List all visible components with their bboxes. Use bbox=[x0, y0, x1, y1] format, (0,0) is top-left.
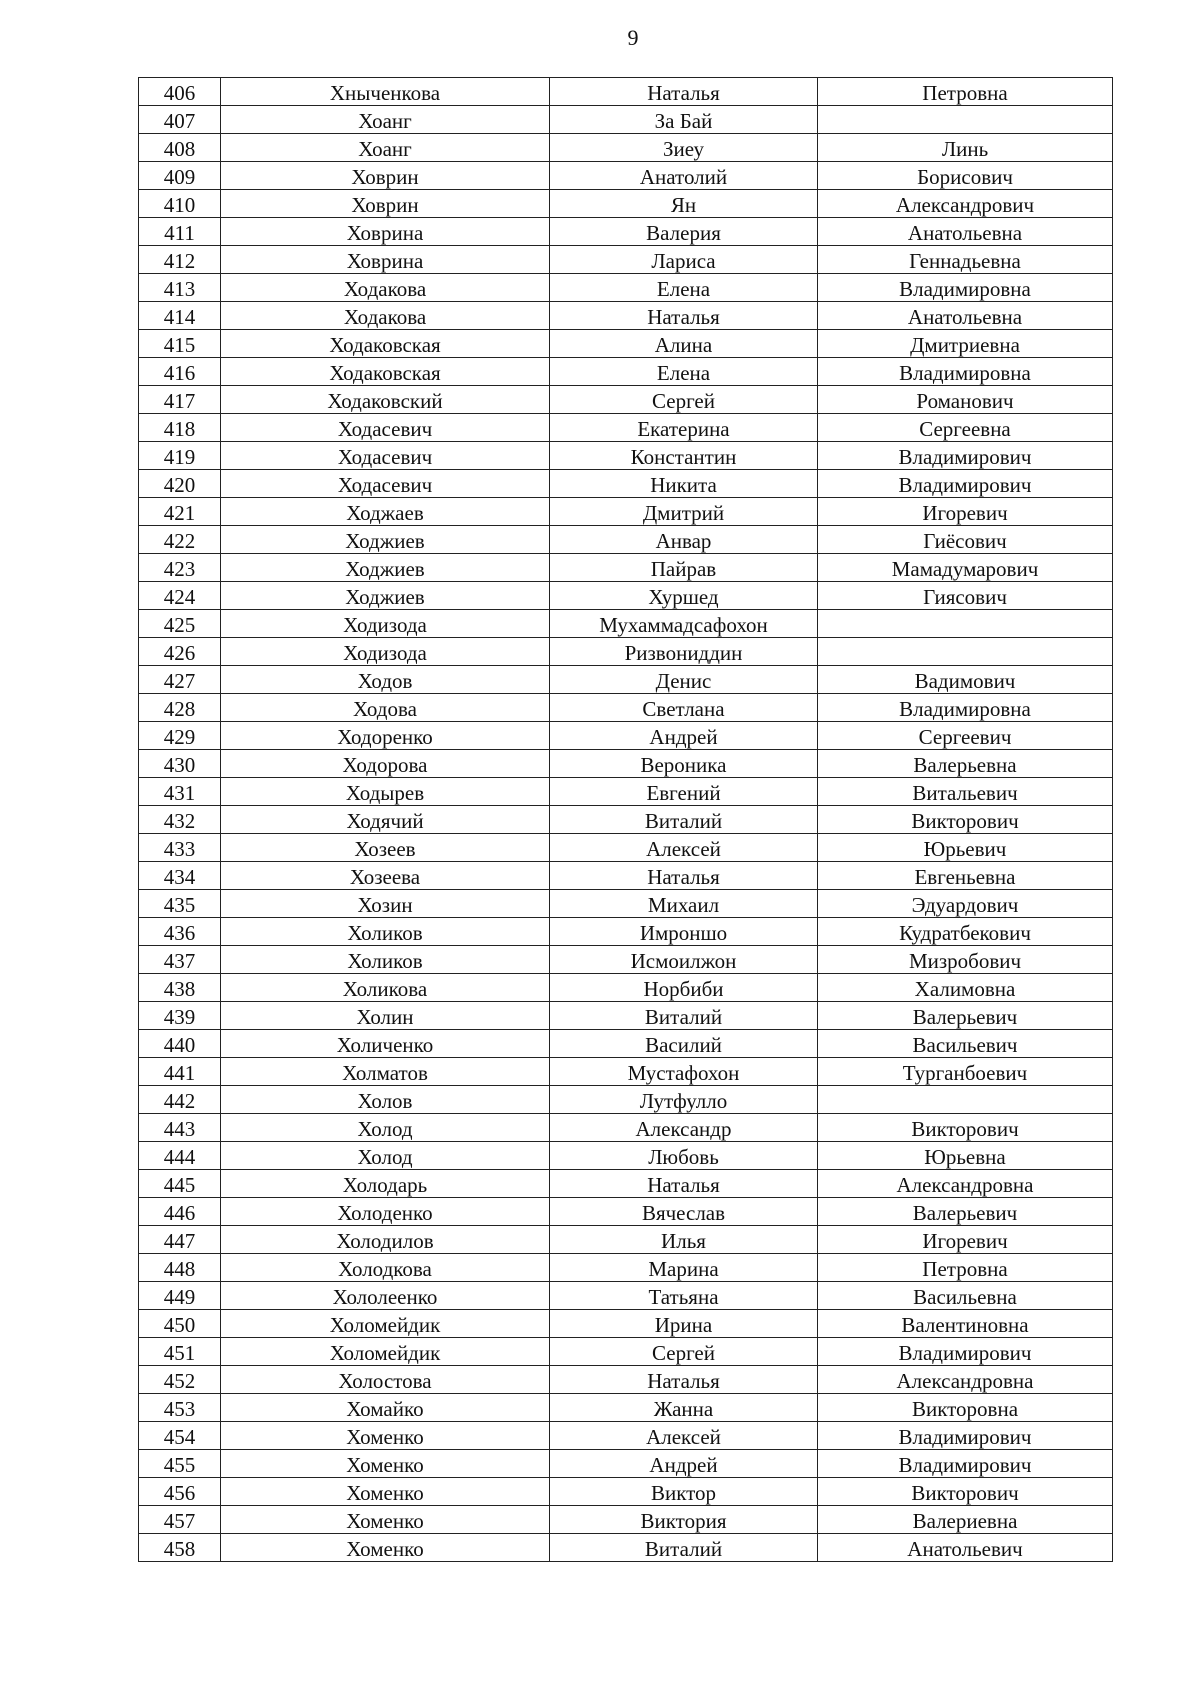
table-row bbox=[139, 1114, 1113, 1142]
last-name-cell: Холостова bbox=[221, 1366, 550, 1394]
row-number-cell: 454 bbox=[139, 1422, 221, 1450]
patronymic-cell: Гиясович bbox=[818, 582, 1113, 610]
patronymic-cell: Владимирович bbox=[818, 1422, 1113, 1450]
first-name-cell: Наталья bbox=[550, 302, 818, 330]
row-number-cell: 434 bbox=[139, 862, 221, 890]
first-name-cell: Виктория bbox=[550, 1506, 818, 1534]
patronymic-cell: Анатольевна bbox=[818, 302, 1113, 330]
last-name-cell: Хныченкова bbox=[221, 78, 550, 106]
table-row bbox=[139, 1030, 1113, 1058]
row-number-cell: 456 bbox=[139, 1478, 221, 1506]
first-name-cell: Виктор bbox=[550, 1478, 818, 1506]
row-number-cell: 424 bbox=[139, 582, 221, 610]
patronymic-cell: Александровна bbox=[818, 1366, 1113, 1394]
row-number-cell: 450 bbox=[139, 1310, 221, 1338]
row-number-cell: 406 bbox=[139, 78, 221, 106]
first-name-cell: Зиеу bbox=[550, 134, 818, 162]
table-row bbox=[139, 78, 1113, 106]
table-row bbox=[139, 106, 1113, 134]
first-name-cell: Алина bbox=[550, 330, 818, 358]
row-number-cell: 420 bbox=[139, 470, 221, 498]
first-name-cell: Ян bbox=[550, 190, 818, 218]
patronymic-cell: Васильевич bbox=[818, 1030, 1113, 1058]
first-name-cell: Наталья bbox=[550, 1366, 818, 1394]
table-row bbox=[139, 610, 1113, 638]
first-name-cell: Мустафохон bbox=[550, 1058, 818, 1086]
row-number-cell: 425 bbox=[139, 610, 221, 638]
table-row bbox=[139, 1478, 1113, 1506]
table-row bbox=[139, 694, 1113, 722]
patronymic-cell: Валентиновна bbox=[818, 1310, 1113, 1338]
last-name-cell: Ховрина bbox=[221, 218, 550, 246]
first-name-cell: Татьяна bbox=[550, 1282, 818, 1310]
last-name-cell: Холод bbox=[221, 1142, 550, 1170]
table-row bbox=[139, 134, 1113, 162]
last-name-cell: Холин bbox=[221, 1002, 550, 1030]
row-number-cell: 413 bbox=[139, 274, 221, 302]
last-name-cell: Холод bbox=[221, 1114, 550, 1142]
patronymic-cell: Валерьевич bbox=[818, 1198, 1113, 1226]
first-name-cell: Имроншо bbox=[550, 918, 818, 946]
patronymic-cell: Гиёсович bbox=[818, 526, 1113, 554]
first-name-cell: Ризвониддин bbox=[550, 638, 818, 666]
first-name-cell: Вероника bbox=[550, 750, 818, 778]
table-row bbox=[139, 1282, 1113, 1310]
table-row bbox=[139, 1450, 1113, 1478]
page-number: 9 bbox=[627, 25, 639, 50]
last-name-cell: Холодилов bbox=[221, 1226, 550, 1254]
last-name-cell: Хозин bbox=[221, 890, 550, 918]
first-name-cell: Марина bbox=[550, 1254, 818, 1282]
table-row bbox=[139, 1002, 1113, 1030]
last-name-cell: Ходоренко bbox=[221, 722, 550, 750]
row-number-cell: 457 bbox=[139, 1506, 221, 1534]
first-name-cell: Сергей bbox=[550, 1338, 818, 1366]
row-number-cell: 423 bbox=[139, 554, 221, 582]
table-row bbox=[139, 1198, 1113, 1226]
last-name-cell: Ходакова bbox=[221, 274, 550, 302]
last-name-cell: Холодарь bbox=[221, 1170, 550, 1198]
patronymic-cell: Валерьевна bbox=[818, 750, 1113, 778]
last-name-cell: Холоденко bbox=[221, 1198, 550, 1226]
row-number-cell: 407 bbox=[139, 106, 221, 134]
row-number-cell: 440 bbox=[139, 1030, 221, 1058]
row-number-cell: 419 bbox=[139, 442, 221, 470]
patronymic-cell: Вадимович bbox=[818, 666, 1113, 694]
patronymic-cell: Валерьевич bbox=[818, 1002, 1113, 1030]
first-name-cell: Светлана bbox=[550, 694, 818, 722]
table-row bbox=[139, 862, 1113, 890]
table-row bbox=[139, 1086, 1113, 1114]
table-row bbox=[139, 1142, 1113, 1170]
patronymic-cell: Юрьевич bbox=[818, 834, 1113, 862]
row-number-cell: 411 bbox=[139, 218, 221, 246]
patronymic-cell: Владимирович bbox=[818, 470, 1113, 498]
last-name-cell: Ходырев bbox=[221, 778, 550, 806]
first-name-cell: Исмоилжон bbox=[550, 946, 818, 974]
last-name-cell: Ходорова bbox=[221, 750, 550, 778]
patronymic-cell: Петровна bbox=[818, 78, 1113, 106]
table-row bbox=[139, 834, 1113, 862]
row-number-cell: 445 bbox=[139, 1170, 221, 1198]
patronymic-cell bbox=[818, 106, 1113, 134]
first-name-cell: Андрей bbox=[550, 1450, 818, 1478]
patronymic-cell: Турганбоевич bbox=[818, 1058, 1113, 1086]
row-number-cell: 418 bbox=[139, 414, 221, 442]
first-name-cell: Мухаммадсафохон bbox=[550, 610, 818, 638]
last-name-cell: Холикова bbox=[221, 974, 550, 1002]
last-name-cell: Ходизода bbox=[221, 638, 550, 666]
patronymic-cell bbox=[818, 1086, 1113, 1114]
first-name-cell: Василий bbox=[550, 1030, 818, 1058]
patronymic-cell: Дмитриевна bbox=[818, 330, 1113, 358]
last-name-cell: Ходжиев bbox=[221, 554, 550, 582]
first-name-cell: Наталья bbox=[550, 1170, 818, 1198]
row-number-cell: 447 bbox=[139, 1226, 221, 1254]
row-number-cell: 421 bbox=[139, 498, 221, 526]
table-row bbox=[139, 414, 1113, 442]
table-row bbox=[139, 470, 1113, 498]
last-name-cell: Ходакова bbox=[221, 302, 550, 330]
patronymic-cell: Евгеньевна bbox=[818, 862, 1113, 890]
table-row bbox=[139, 246, 1113, 274]
patronymic-cell: Игоревич bbox=[818, 498, 1113, 526]
row-number-cell: 427 bbox=[139, 666, 221, 694]
last-name-cell: Ходова bbox=[221, 694, 550, 722]
table-row bbox=[139, 750, 1113, 778]
table-row bbox=[139, 1422, 1113, 1450]
row-number-cell: 415 bbox=[139, 330, 221, 358]
last-name-cell: Ходасевич bbox=[221, 470, 550, 498]
last-name-cell: Ходасевич bbox=[221, 442, 550, 470]
patronymic-cell: Игоревич bbox=[818, 1226, 1113, 1254]
row-number-cell: 438 bbox=[139, 974, 221, 1002]
patronymic-cell: Эдуардович bbox=[818, 890, 1113, 918]
table-row bbox=[139, 498, 1113, 526]
first-name-cell: Анатолий bbox=[550, 162, 818, 190]
last-name-cell: Ходжаев bbox=[221, 498, 550, 526]
table-row bbox=[139, 386, 1113, 414]
patronymic-cell: Александровна bbox=[818, 1170, 1113, 1198]
first-name-cell: Дмитрий bbox=[550, 498, 818, 526]
patronymic-cell: Юрьевна bbox=[818, 1142, 1113, 1170]
names-table-body bbox=[139, 78, 1113, 1562]
first-name-cell: Анвар bbox=[550, 526, 818, 554]
last-name-cell: Ховрин bbox=[221, 190, 550, 218]
table-row bbox=[139, 638, 1113, 666]
first-name-cell: Валерия bbox=[550, 218, 818, 246]
last-name-cell: Холиков bbox=[221, 946, 550, 974]
table-row bbox=[139, 1534, 1113, 1562]
last-name-cell: Хоменко bbox=[221, 1478, 550, 1506]
patronymic-cell: Мамадумарович bbox=[818, 554, 1113, 582]
table-row bbox=[139, 358, 1113, 386]
patronymic-cell: Романович bbox=[818, 386, 1113, 414]
patronymic-cell: Александрович bbox=[818, 190, 1113, 218]
row-number-cell: 414 bbox=[139, 302, 221, 330]
row-number-cell: 448 bbox=[139, 1254, 221, 1282]
names-table-container bbox=[138, 77, 1112, 1562]
table-row bbox=[139, 1254, 1113, 1282]
table-row bbox=[139, 554, 1113, 582]
first-name-cell: Хуршед bbox=[550, 582, 818, 610]
row-number-cell: 446 bbox=[139, 1198, 221, 1226]
patronymic-cell: Петровна bbox=[818, 1254, 1113, 1282]
table-row bbox=[139, 582, 1113, 610]
row-number-cell: 449 bbox=[139, 1282, 221, 1310]
first-name-cell: Ирина bbox=[550, 1310, 818, 1338]
first-name-cell: Виталий bbox=[550, 1534, 818, 1562]
first-name-cell: Елена bbox=[550, 358, 818, 386]
first-name-cell: Жанна bbox=[550, 1394, 818, 1422]
first-name-cell: Алексей bbox=[550, 834, 818, 862]
names-table bbox=[138, 77, 1113, 1562]
row-number-cell: 443 bbox=[139, 1114, 221, 1142]
patronymic-cell: Владимировна bbox=[818, 358, 1113, 386]
row-number-cell: 432 bbox=[139, 806, 221, 834]
table-row bbox=[139, 330, 1113, 358]
table-row bbox=[139, 162, 1113, 190]
table-row bbox=[139, 890, 1113, 918]
row-number-cell: 455 bbox=[139, 1450, 221, 1478]
row-number-cell: 416 bbox=[139, 358, 221, 386]
first-name-cell: Наталья bbox=[550, 862, 818, 890]
row-number-cell: 451 bbox=[139, 1338, 221, 1366]
first-name-cell: Пайрав bbox=[550, 554, 818, 582]
last-name-cell: Холомейдик bbox=[221, 1310, 550, 1338]
first-name-cell: Илья bbox=[550, 1226, 818, 1254]
table-row bbox=[139, 302, 1113, 330]
table-row bbox=[139, 1226, 1113, 1254]
row-number-cell: 435 bbox=[139, 890, 221, 918]
table-row bbox=[139, 1170, 1113, 1198]
first-name-cell: Елена bbox=[550, 274, 818, 302]
last-name-cell: Ходжиев bbox=[221, 526, 550, 554]
patronymic-cell: Анатольевич bbox=[818, 1534, 1113, 1562]
row-number-cell: 437 bbox=[139, 946, 221, 974]
table-row bbox=[139, 778, 1113, 806]
row-number-cell: 428 bbox=[139, 694, 221, 722]
table-row bbox=[139, 1366, 1113, 1394]
first-name-cell: Константин bbox=[550, 442, 818, 470]
last-name-cell: Хоменко bbox=[221, 1422, 550, 1450]
row-number-cell: 458 bbox=[139, 1534, 221, 1562]
row-number-cell: 431 bbox=[139, 778, 221, 806]
first-name-cell: Денис bbox=[550, 666, 818, 694]
row-number-cell: 441 bbox=[139, 1058, 221, 1086]
table-row bbox=[139, 1310, 1113, 1338]
patronymic-cell: Владимирович bbox=[818, 1338, 1113, 1366]
table-row bbox=[139, 1338, 1113, 1366]
last-name-cell: Хоанг bbox=[221, 106, 550, 134]
patronymic-cell: Викторович bbox=[818, 1114, 1113, 1142]
first-name-cell: Алексей bbox=[550, 1422, 818, 1450]
first-name-cell: Норбиби bbox=[550, 974, 818, 1002]
last-name-cell: Ходжиев bbox=[221, 582, 550, 610]
last-name-cell: Холодкова bbox=[221, 1254, 550, 1282]
table-row bbox=[139, 1394, 1113, 1422]
patronymic-cell: Владимировна bbox=[818, 274, 1113, 302]
row-number-cell: 422 bbox=[139, 526, 221, 554]
row-number-cell: 417 bbox=[139, 386, 221, 414]
patronymic-cell: Линь bbox=[818, 134, 1113, 162]
patronymic-cell: Геннадьевна bbox=[818, 246, 1113, 274]
table-row bbox=[139, 974, 1113, 1002]
last-name-cell: Хололеенко bbox=[221, 1282, 550, 1310]
row-number-cell: 439 bbox=[139, 1002, 221, 1030]
first-name-cell: Лариса bbox=[550, 246, 818, 274]
last-name-cell: Ходаковская bbox=[221, 358, 550, 386]
row-number-cell: 453 bbox=[139, 1394, 221, 1422]
patronymic-cell: Борисович bbox=[818, 162, 1113, 190]
last-name-cell: Ходасевич bbox=[221, 414, 550, 442]
first-name-cell: Лутфулло bbox=[550, 1086, 818, 1114]
last-name-cell: Холомейдик bbox=[221, 1338, 550, 1366]
last-name-cell: Ходаковский bbox=[221, 386, 550, 414]
patronymic-cell: Викторович bbox=[818, 806, 1113, 834]
patronymic-cell: Анатольевна bbox=[818, 218, 1113, 246]
row-number-cell: 452 bbox=[139, 1366, 221, 1394]
patronymic-cell: Владимирович bbox=[818, 442, 1113, 470]
table-row bbox=[139, 442, 1113, 470]
table-row bbox=[139, 806, 1113, 834]
last-name-cell: Хоменко bbox=[221, 1450, 550, 1478]
table-row bbox=[139, 218, 1113, 246]
first-name-cell: Сергей bbox=[550, 386, 818, 414]
table-row bbox=[139, 1506, 1113, 1534]
last-name-cell: Хомайко bbox=[221, 1394, 550, 1422]
first-name-cell: Евгений bbox=[550, 778, 818, 806]
patronymic-cell bbox=[818, 610, 1113, 638]
last-name-cell: Холов bbox=[221, 1086, 550, 1114]
row-number-cell: 430 bbox=[139, 750, 221, 778]
row-number-cell: 410 bbox=[139, 190, 221, 218]
row-number-cell: 442 bbox=[139, 1086, 221, 1114]
row-number-cell: 436 bbox=[139, 918, 221, 946]
first-name-cell: Вячеслав bbox=[550, 1198, 818, 1226]
row-number-cell: 412 bbox=[139, 246, 221, 274]
table-row bbox=[139, 190, 1113, 218]
patronymic-cell: Владимирович bbox=[818, 1450, 1113, 1478]
patronymic-cell bbox=[818, 638, 1113, 666]
patronymic-cell: Викторовна bbox=[818, 1394, 1113, 1422]
patronymic-cell: Владимировна bbox=[818, 694, 1113, 722]
row-number-cell: 444 bbox=[139, 1142, 221, 1170]
last-name-cell: Ходов bbox=[221, 666, 550, 694]
patronymic-cell: Кудратбекович bbox=[818, 918, 1113, 946]
first-name-cell: Любовь bbox=[550, 1142, 818, 1170]
table-row bbox=[139, 274, 1113, 302]
last-name-cell: Ходячий bbox=[221, 806, 550, 834]
first-name-cell: Виталий bbox=[550, 806, 818, 834]
patronymic-cell: Викторович bbox=[818, 1478, 1113, 1506]
row-number-cell: 433 bbox=[139, 834, 221, 862]
row-number-cell: 408 bbox=[139, 134, 221, 162]
first-name-cell: Никита bbox=[550, 470, 818, 498]
last-name-cell: Ходаковская bbox=[221, 330, 550, 358]
last-name-cell: Хозеева bbox=[221, 862, 550, 890]
patronymic-cell: Витальевич bbox=[818, 778, 1113, 806]
table-row bbox=[139, 1058, 1113, 1086]
table-row bbox=[139, 722, 1113, 750]
table-row bbox=[139, 526, 1113, 554]
last-name-cell: Хозеев bbox=[221, 834, 550, 862]
patronymic-cell: Сергеевич bbox=[818, 722, 1113, 750]
patronymic-cell: Валериевна bbox=[818, 1506, 1113, 1534]
last-name-cell: Хоменко bbox=[221, 1506, 550, 1534]
row-number-cell: 426 bbox=[139, 638, 221, 666]
patronymic-cell: Васильевна bbox=[818, 1282, 1113, 1310]
first-name-cell: Александр bbox=[550, 1114, 818, 1142]
last-name-cell: Хоанг bbox=[221, 134, 550, 162]
row-number-cell: 409 bbox=[139, 162, 221, 190]
last-name-cell: Ховрина bbox=[221, 246, 550, 274]
first-name-cell: Андрей bbox=[550, 722, 818, 750]
patronymic-cell: Сергеевна bbox=[818, 414, 1113, 442]
last-name-cell: Холиченко bbox=[221, 1030, 550, 1058]
last-name-cell: Хоменко bbox=[221, 1534, 550, 1562]
table-row bbox=[139, 946, 1113, 974]
first-name-cell: Екатерина bbox=[550, 414, 818, 442]
last-name-cell: Холиков bbox=[221, 918, 550, 946]
table-row bbox=[139, 918, 1113, 946]
last-name-cell: Ховрин bbox=[221, 162, 550, 190]
row-number-cell: 429 bbox=[139, 722, 221, 750]
patronymic-cell: Мизробович bbox=[818, 946, 1113, 974]
patronymic-cell: Халимовна bbox=[818, 974, 1113, 1002]
first-name-cell: За Бай bbox=[550, 106, 818, 134]
first-name-cell: Виталий bbox=[550, 1002, 818, 1030]
last-name-cell: Ходизода bbox=[221, 610, 550, 638]
last-name-cell: Холматов bbox=[221, 1058, 550, 1086]
table-row bbox=[139, 666, 1113, 694]
first-name-cell: Наталья bbox=[550, 78, 818, 106]
first-name-cell: Михаил bbox=[550, 890, 818, 918]
